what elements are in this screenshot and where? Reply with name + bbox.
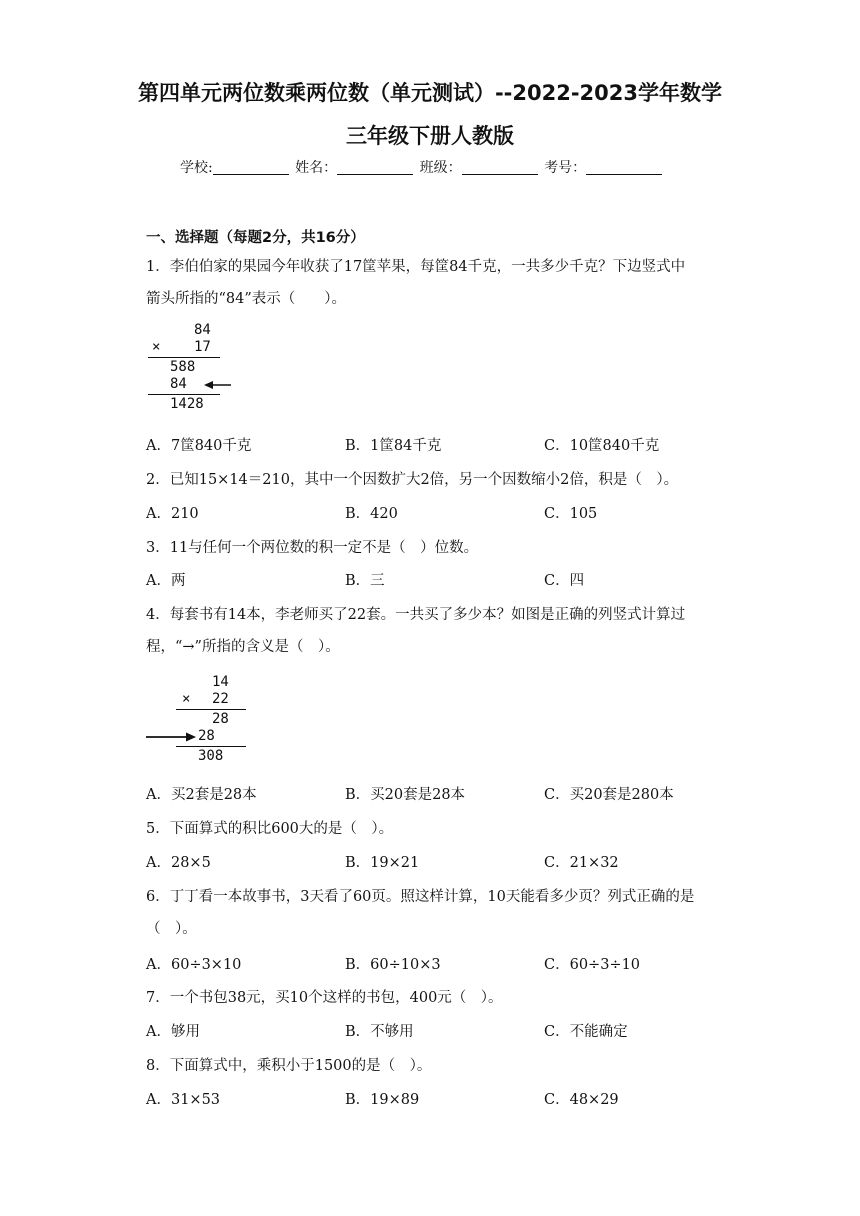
multiply-sign: × — [152, 339, 161, 355]
section-heading: 一、选择题（每题2分，共16分） — [146, 230, 365, 246]
question-4-text: 4．每套书有14本，李老师买了22套。一共买了多少本？如图是正确的列竖式计算过 — [146, 607, 686, 623]
calc-row-product: 308 — [198, 748, 224, 764]
calc-row-multiplicand: 14 — [212, 674, 229, 690]
calc-row-multiplicand: 84 — [194, 322, 211, 338]
page-title-line-2: 三年级下册人教版 — [346, 124, 514, 148]
name-blank[interactable] — [337, 160, 413, 175]
student-info-row — [180, 157, 664, 177]
question-5-text: 5．下面算式的积比600大的是（ ）。 — [146, 821, 394, 837]
question-5-option-c[interactable]: C．21×32 — [544, 855, 619, 871]
question-1-text: 1．李伯伯家的果园今年收获了17筐苹果，每筐84千克，一共多少千克？下边竖式中 — [146, 259, 686, 275]
calc-row-multiplier: 17 — [194, 339, 211, 355]
calc-row-multiplier: 22 — [212, 691, 229, 707]
question-4-option-a[interactable]: A．买2套是28本 — [146, 787, 257, 803]
question-2-option-b[interactable]: B．420 — [345, 506, 398, 522]
calc-row-partial-2: 84 — [170, 376, 187, 392]
calc-rule — [176, 709, 246, 710]
question-8-text: 8．下面算式中，乘积小于1500的是（ ）。 — [146, 1058, 432, 1074]
class-label: 班级： — [419, 160, 462, 176]
name-label: 姓名： — [295, 160, 338, 176]
question-4-option-c[interactable]: C．买20套是280本 — [544, 787, 674, 803]
question-1-option-b[interactable]: B．1筐84千克 — [345, 438, 442, 454]
question-2-option-c[interactable]: C．105 — [544, 506, 598, 522]
question-8-option-c[interactable]: C．48×29 — [544, 1092, 619, 1108]
question-5-option-b[interactable]: B．19×21 — [345, 855, 420, 871]
question-2-text: 2．已知15×14＝210，其中一个因数扩大2倍，另一个因数缩小2倍，积是（ ）。 — [146, 472, 679, 488]
question-3-option-b[interactable]: B．三 — [345, 573, 385, 589]
calc-row-partial-1: 28 — [212, 711, 229, 727]
question-7-text: 7．一个书包38元，买10个这样的书包，400元（ ）。 — [146, 990, 503, 1006]
question-1-option-a[interactable]: A．7筐840千克 — [146, 438, 252, 454]
page-title-line-1: 第四单元两位数乘两位数（单元测试）--2022-2023学年数学 — [137, 81, 723, 105]
school-blank[interactable] — [213, 160, 289, 175]
question-3-option-a[interactable]: A．两 — [146, 573, 186, 589]
left-arrow-icon — [204, 379, 232, 391]
question-6-option-a[interactable]: A．60÷3×10 — [146, 957, 242, 973]
calc-rule — [148, 394, 220, 395]
exam-number-label: 考号： — [544, 160, 587, 176]
question-6-option-c[interactable]: C．60÷3÷10 — [544, 957, 641, 973]
question-4-option-b[interactable]: B．买20套是28本 — [345, 787, 466, 803]
question-7-option-b[interactable]: B．不够用 — [345, 1024, 414, 1040]
question-3-option-c[interactable]: C．四 — [544, 573, 585, 589]
question-6-text-cont: （ ）。 — [146, 921, 197, 937]
exam-number-blank[interactable] — [586, 160, 662, 175]
multiply-sign: × — [182, 691, 191, 707]
question-5-option-a[interactable]: A．28×5 — [146, 855, 211, 871]
question-3-text: 3．11与任何一个两位数的积一定不是（ ）位数。 — [146, 540, 479, 556]
calc-row-product: 1428 — [170, 396, 204, 412]
question-2-option-a[interactable]: A．210 — [146, 506, 199, 522]
school-label: 学校: — [180, 160, 213, 176]
question-4-text-cont: 程，“→”所指的含义是（ ）。 — [146, 639, 340, 655]
calc-row-partial-1: 588 — [170, 359, 196, 375]
calc-rule — [148, 357, 220, 358]
question-8-option-a[interactable]: A．31×53 — [146, 1092, 221, 1108]
calc-row-partial-2: 28 — [198, 728, 215, 744]
calc-rule — [176, 746, 246, 747]
question-1-option-c[interactable]: C．10筐840千克 — [544, 438, 660, 454]
question-8-option-b[interactable]: B．19×89 — [345, 1092, 420, 1108]
question-7-option-a[interactable]: A．够用 — [146, 1024, 200, 1040]
right-arrow-icon — [146, 731, 196, 743]
question-6-option-b[interactable]: B．60÷10×3 — [345, 957, 441, 973]
question-1-text-cont: 箭头所指的“84”表示（ ）。 — [146, 291, 347, 307]
class-blank[interactable] — [462, 160, 538, 175]
question-7-option-c[interactable]: C．不能确定 — [544, 1024, 628, 1040]
question-6-text: 6．丁丁看一本故事书，3天看了60页。照这样计算，10天能看多少页？列式正确的是 — [146, 889, 695, 905]
